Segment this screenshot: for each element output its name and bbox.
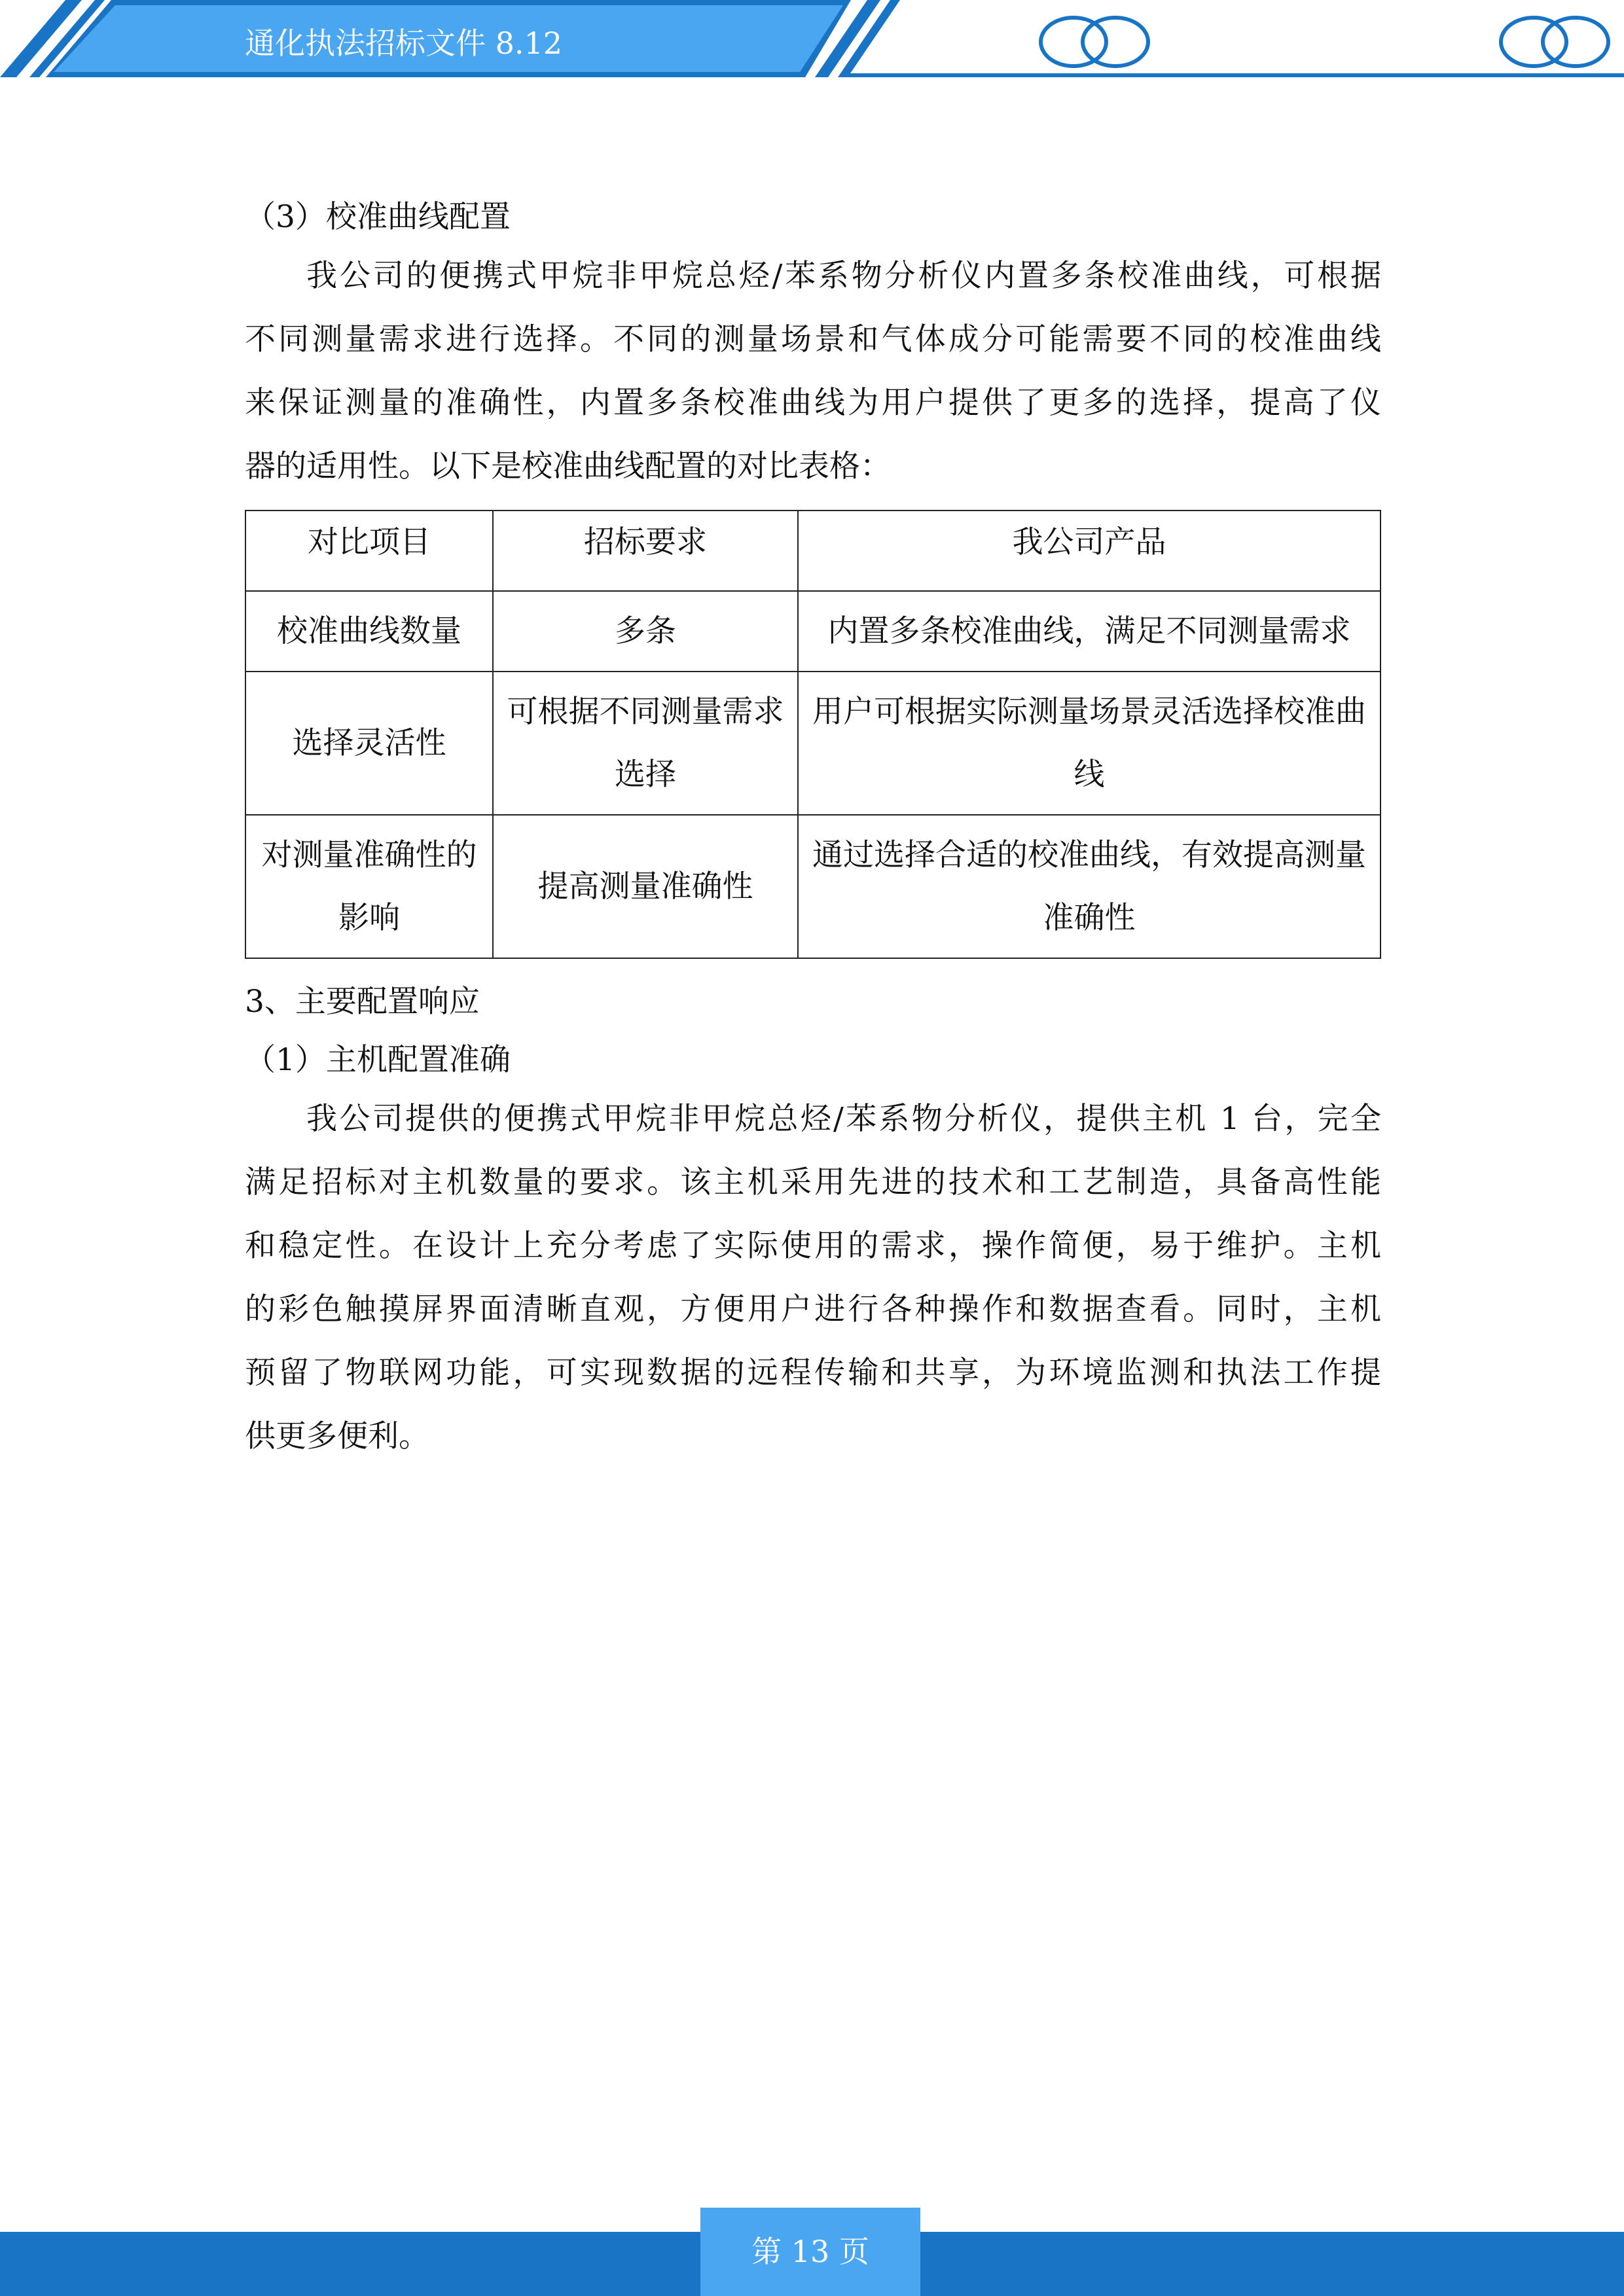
paragraph-line: 和稳定性。在设计上充分考虑了实际使用的需求，操作简便，易于维护。主机 bbox=[245, 1228, 1381, 1264]
paragraph-line: 满足招标对主机数量的要求。该主机采用先进的技术和工艺制造，具备高性能 bbox=[245, 1164, 1381, 1200]
table-cell: 用户可根据实际测量场景灵活选择校准曲线 bbox=[798, 672, 1380, 815]
paragraph-line: 器的适用性。以下是校准曲线配置的对比表格： bbox=[245, 448, 891, 484]
table-cell: 对测量准确性的影响 bbox=[245, 815, 493, 958]
interlocking-rings-icon bbox=[1041, 18, 1148, 66]
subsection-heading-host-config: （1）主机配置准确 bbox=[245, 1042, 511, 1078]
calibration-comparison-table bbox=[245, 510, 1381, 959]
table-cell: 可根据不同测量需求选择 bbox=[493, 672, 798, 815]
table-row bbox=[245, 815, 1380, 958]
paragraph-line: 我公司提供的便携式甲烷非甲烷总烃/苯系物分析仪，提供主机 1 台，完全 bbox=[306, 1101, 1381, 1137]
paragraph-line: 不同测量需求进行选择。不同的测量场景和气体成分可能需要不同的校准曲线 bbox=[245, 321, 1381, 357]
paragraph-line: 来保证测量的准确性，内置多条校准曲线为用户提供了更多的选择，提高了仪 bbox=[245, 385, 1381, 421]
page-number: 第 13 页 bbox=[751, 2234, 869, 2269]
interlocking-rings-icon-right bbox=[1501, 18, 1608, 66]
section-heading-main-config: 3、主要配置响应 bbox=[245, 984, 480, 1020]
table-cell: 选择灵活性 bbox=[245, 672, 493, 815]
paragraph-line: 的彩色触摸屏界面清晰直观，方便用户进行各种操作和数据查看。同时，主机 bbox=[245, 1291, 1381, 1327]
table-header-row bbox=[245, 511, 1380, 591]
document-title: 通化执法招标文件 8.12 bbox=[245, 26, 563, 61]
paragraph-line: 供更多便利。 bbox=[245, 1418, 429, 1454]
header-banner bbox=[0, 0, 1624, 85]
paragraph-line: 我公司的便携式甲烷非甲烷总烃/苯系物分析仪内置多条校准曲线，可根据 bbox=[306, 258, 1381, 294]
paragraph-line: 预留了物联网功能，可实现数据的远程传输和共享，为环境监测和执法工作提 bbox=[245, 1355, 1381, 1391]
table-header-cell: 我公司产品 bbox=[798, 511, 1380, 591]
table-cell: 校准曲线数量 bbox=[245, 591, 493, 672]
table-cell: 内置多条校准曲线，满足不同测量需求 bbox=[798, 591, 1380, 672]
table-row bbox=[245, 672, 1380, 815]
table-cell: 多条 bbox=[493, 591, 798, 672]
table-cell: 提高测量准确性 bbox=[493, 815, 798, 958]
section-heading-calibration: （3）校准曲线配置 bbox=[245, 199, 511, 235]
table-header-cell: 招标要求 bbox=[493, 511, 798, 591]
table-row bbox=[245, 591, 1380, 672]
table-header-cell: 对比项目 bbox=[245, 511, 493, 591]
table-cell: 通过选择合适的校准曲线，有效提高测量准确性 bbox=[798, 815, 1380, 958]
page-header bbox=[0, 0, 1624, 85]
